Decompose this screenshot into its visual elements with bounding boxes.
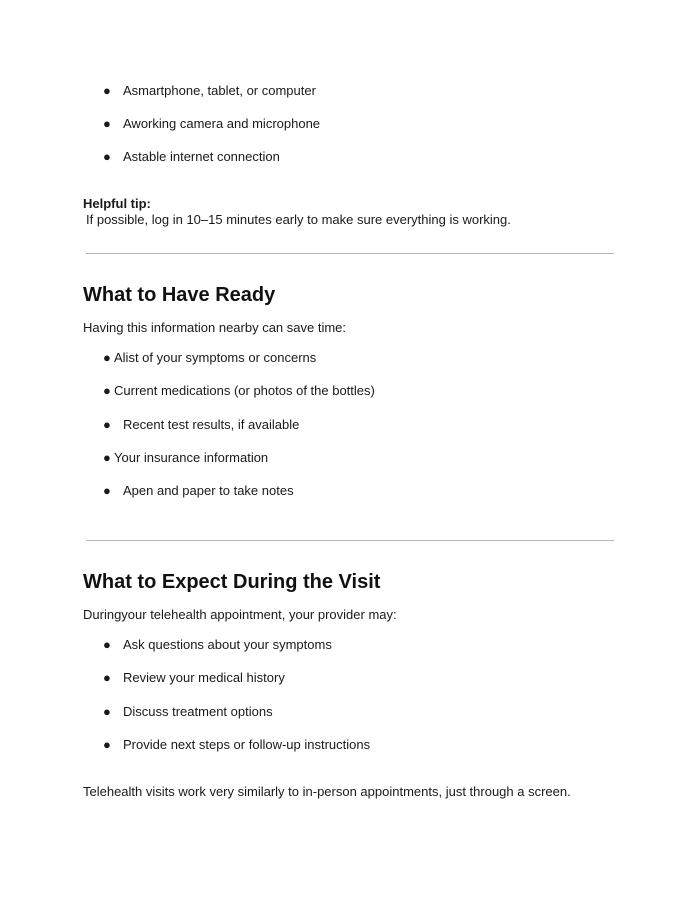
list-item-text: Aworking camera and microphone <box>123 116 321 131</box>
closing-paragraph: Telehealth visits work very similarly to in-person appointments, just through a screen. <box>83 784 571 799</box>
bullet-icon: ● <box>103 83 111 98</box>
bullet-icon: ● <box>103 350 111 365</box>
list-item-text: Astable internet connection <box>123 149 280 164</box>
bullet-icon: ● <box>103 637 111 652</box>
list-item-text: Alist of your symptoms or concerns <box>114 350 317 365</box>
helpful-tip-text: If possible, log in 10–15 minutes early to make sure everything is working. <box>86 212 511 227</box>
list-item-text: Your insurance information <box>114 450 269 465</box>
bullet-icon: ● <box>103 149 111 164</box>
section-divider <box>86 253 614 254</box>
list-item-text: Ask questions about your symptoms <box>123 637 332 652</box>
list-item-text: Provide next steps or follow-up instructions <box>123 737 371 752</box>
list-item-text: Recent test results, if available <box>123 417 300 432</box>
bullet-icon: ● <box>103 450 111 465</box>
list-item-text: Discuss treatment options <box>123 704 273 719</box>
list-item-text: Apen and paper to take notes <box>123 483 294 498</box>
ready-section-heading: What to Have Ready <box>83 284 276 306</box>
bullet-icon: ● <box>103 383 111 398</box>
bullet-icon: ● <box>103 483 111 498</box>
bullet-icon: ● <box>103 116 111 131</box>
list-item-text: Current medications (or photos of the bottles) <box>114 383 375 398</box>
visit-section-heading: What to Expect During the Visit <box>83 571 381 593</box>
bullet-icon: ● <box>103 670 111 685</box>
section-divider <box>86 540 614 541</box>
bullet-icon: ● <box>103 737 111 752</box>
ready-section-intro: Having this information nearby can save time: <box>83 320 347 335</box>
bullet-icon: ● <box>103 417 111 432</box>
helpful-tip-label: Helpful tip: <box>83 196 151 211</box>
list-item-text: Asmartphone, tablet, or computer <box>123 83 316 98</box>
visit-section-intro: Duringyour telehealth appointment, your provider may: <box>83 607 397 622</box>
bullet-icon: ● <box>103 704 111 719</box>
list-item-text: Review your medical history <box>123 670 285 685</box>
